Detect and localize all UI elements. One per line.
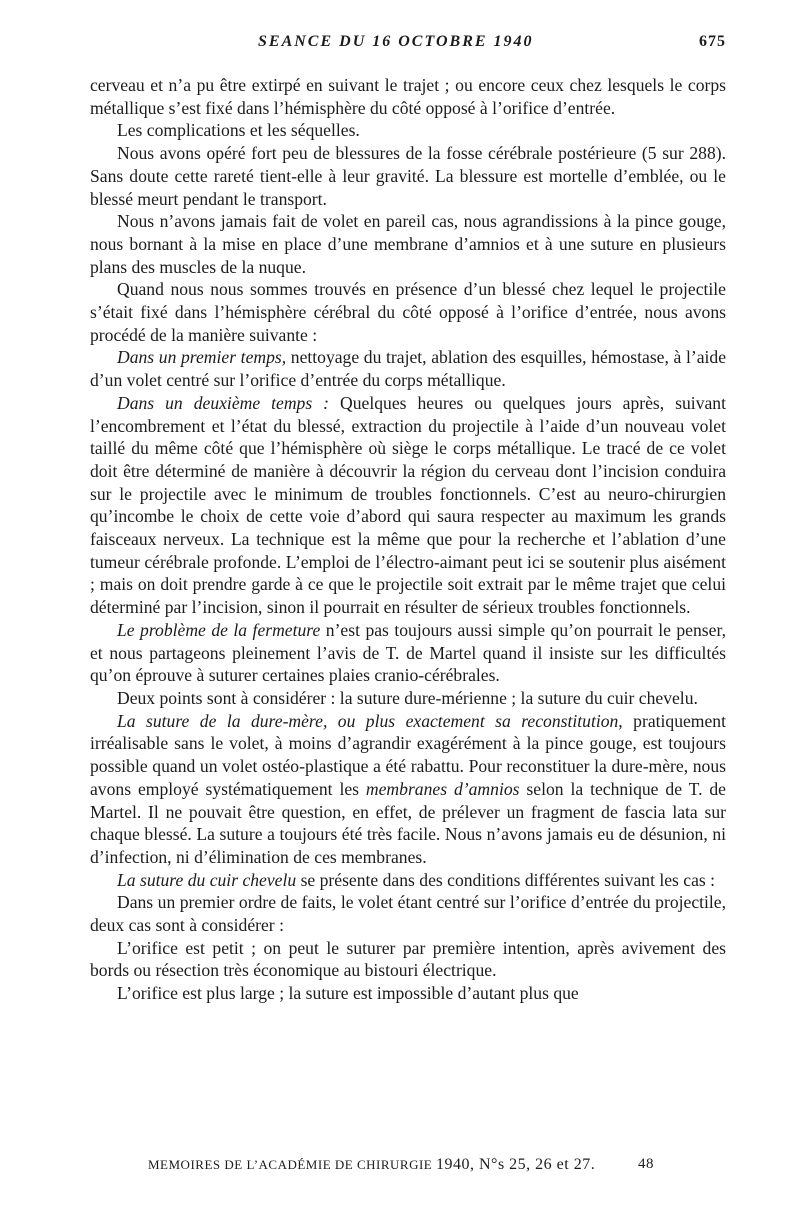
body-paragraph [90,710,726,869]
body-paragraph [90,142,726,210]
paragraph-text [447,779,454,799]
paragraph-text: Dans un premier ordre de faits, le volet étant centré sur l’orifice d’entrée du projectile, deux cas sont à considérer : [90,892,726,936]
footer-citation [148,1156,595,1174]
paragraph-text: Les complications et les séquelles. [117,120,360,141]
running-title: SEANCE DU 16 OCTOBRE 1940 [258,33,534,50]
paragraph-text: se présente dans des conditions différentes suivant les cas : [296,869,716,890]
body-paragraph [90,392,726,619]
body-paragraph [90,687,726,710]
article-body [90,74,726,1005]
paragraph-text: Nous avons opéré fort peu de blessures de la fosse cérébrale postérieure (5 sur 288). Sans doute cette rareté tient-elle à leur gravité. La blessure est mortelle d’emblée, ou le blessé meurt pendant le transport. [90,143,726,209]
paragraph-text: Quelques heures ou quelques jours après, suivant l’encombrement et l’état du blessé, extraction du projectile à l’aide d’un nouveau volet taillé du même côté que l’hémisphère où siège le corps métallique. Le tracé de ce volet doit être déterminé de manière à découvrir la région du cerveau dont l’incision conduira sur le projectile avec le minimum de troubles fonctionnels. C’est au neuro-chirurgien qu’incombe le choix de cette voie d’abord qui saura respecter au maximum les grands faisceaux nerveux. La technique est la même que pour la recherche et l’ablation d’une tumeur cérébrale profonde. L’emploi de l’électro-aimant peut ici se soutenir plus aisément ; mais on doit prendre garde à ce que le projectile soit extrait par le même trajet que celui déterminé par l’incision, sinon il pourrait en résulter de sérieux troubles fonctionnels. [90,392,726,618]
footer-issue: 1940, N°s 25, 26 et 27. [436,1156,596,1173]
paragraph-text: Quand nous nous sommes trouvés en présence d’un blessé chez lequel le projectile s’était fixé dans l’hémisphère cérébral du côté opposé à l’orifice d’entrée, nous avons procédé de la manière suivante : [90,279,726,345]
body-paragraph [90,119,726,142]
body-paragraph [90,210,726,278]
paragraph-text: cerveau et n’a pu être extirpé en suivant le trajet ; ou encore ceux chez lesquels le corps métallique s’est fixé dans l’hémisphère du côté opposé à l’orifice d’entrée. [90,75,726,118]
paragraph-text: Nous n’avons jamais fait de volet en pareil cas, nous agrandissions à la pince gouge, nous bornant à la mise en place d’une membrane d’amnios et à une suture en plusieurs plans des muscles de la nuque. [90,211,726,277]
italic-text: d’amnios [453,778,520,799]
paragraph-text: L’orifice est petit ; on peut le suturer par première intention, après avivement des bords ou résection très économique au bistouri électrique. [90,937,726,981]
italic-text: Dans un deuxième temps : [117,392,330,413]
body-paragraph [90,346,726,391]
page-number: 675 [699,33,726,50]
italic-text: membranes [365,778,448,799]
page-footer [148,1154,718,1176]
body-paragraph [90,278,726,346]
body-paragraph [90,74,726,119]
body-paragraph [90,619,726,687]
italic-text: La suture de la dure-mère, ou plus exactement sa reconstitution, [117,710,623,731]
footer-journal: MEMOIRES DE L’ACADÉMIE DE CHIRURGIE [148,1157,433,1172]
italic-text: Le problème de la fermeture [117,619,321,640]
italic-text: La suture du cuir chevelu [117,869,297,890]
body-paragraph [90,982,726,1005]
journal-page [90,0,726,1224]
body-paragraph [90,937,726,982]
paragraph-text: Deux points sont à considérer : la suture dure-mérienne ; la suture du cuir chevelu. [117,687,698,708]
body-paragraph [90,891,726,936]
italic-text: Dans un premier temps, [117,347,287,368]
paragraph-text: nettoyage du trajet, ablation des esquilles, hémostase, à l’aide d’un volet centré sur l’orifice d’entrée du corps métallique. [90,347,726,391]
paragraph-text: pratiquement irréalisable sans le volet, à moins d’agrandir exagérément à la pince gouge, est toujours possible quand un volet ostéo-plastique a été rabattu. Pour reconstituer la dure-mère, nous avons employé systématiquement les [90,710,726,799]
running-header [90,33,726,57]
body-paragraph [90,869,726,892]
paragraph-text: L’orifice est plus large ; la suture est impossible d’autant plus que [117,983,579,1004]
footer-sheet-number: 48 [638,1156,654,1172]
paragraph-text: selon la technique de T. de Martel. Il ne pouvait être question, en effet, de prélever un fragment de fascia lata sur chaque blessé. La suture a toujours été très facile. Nous n’avons jamais eu de désunion, ni d’infection, ni d’élimination de ces membranes. [90,778,726,867]
paragraph-text: n’est pas toujours aussi simple qu’on pourrait le penser, et nous partageons pleinement l’avis de T. de Martel quand il insiste sur les difficultés qu’on éprouve à suturer certaines plaies cranio-cérébrales. [90,619,726,686]
